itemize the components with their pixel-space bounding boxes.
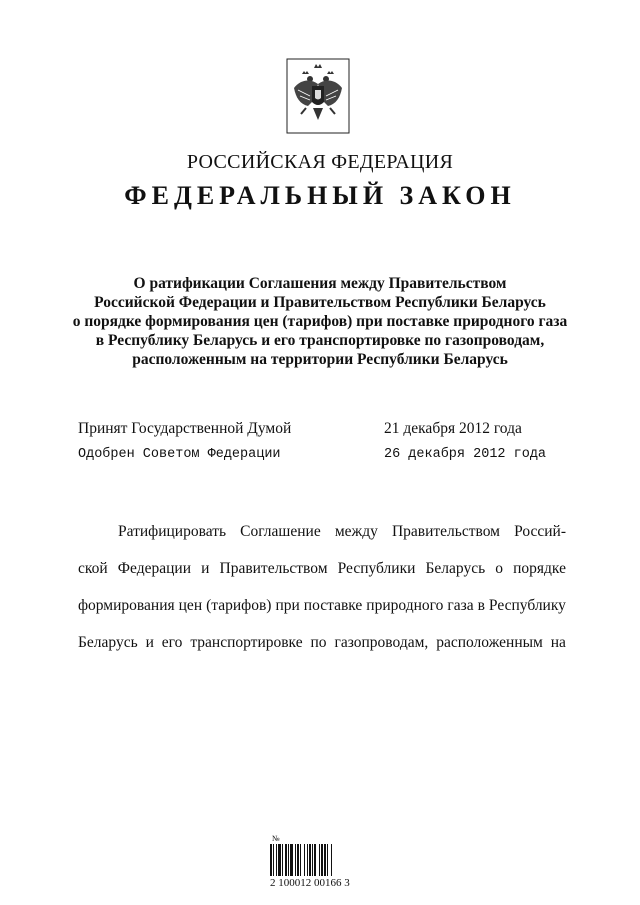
law-title-line: расположенным на территории Республики Беларусь (132, 351, 508, 368)
body-line: формирования цен (тарифов) при поставке природного газа в Республику (78, 597, 566, 614)
body-line: Ратифицировать Соглашение между Правительством Россий- (118, 523, 566, 540)
barcode-bars (270, 844, 362, 876)
law-title-line: в Республику Беларусь и его транспортировке по газопроводам, (95, 332, 545, 349)
law-title (60, 274, 580, 369)
barcode-number: 2 100012 00166 3 (270, 877, 350, 889)
document-type-heading: ФЕДЕРАЛЬНЫЙ ЗАКОН (124, 181, 516, 210)
duma-adoption-date: 21 декабря 2012 года (384, 420, 522, 437)
duma-adoption-label: Принят Государственной Думой (78, 420, 292, 437)
body-line: Беларусь и его транспортировке по газопроводам, расположенным на (78, 634, 566, 651)
law-title-line: Российской Федерации и Правительством Республики Беларусь (94, 294, 546, 311)
council-approval-date: 26 декабря 2012 года (384, 447, 547, 462)
law-body (78, 513, 566, 661)
country-heading: РОССИЙСКАЯ ФЕДЕРАЦИЯ (186, 151, 454, 173)
barcode (270, 834, 370, 894)
barcode-mark: № (272, 834, 280, 843)
council-approval-label: Одобрен Советом Федерации (78, 447, 281, 462)
coat-of-arms-icon (286, 58, 350, 134)
law-title-line: о порядке формирования цен (тарифов) при поставке природного газа (72, 313, 568, 330)
body-line: ской Федерации и Правительством Республики Беларусь о порядке (78, 560, 566, 577)
law-title-line: О ратификации Соглашения между Правительством (133, 275, 507, 292)
